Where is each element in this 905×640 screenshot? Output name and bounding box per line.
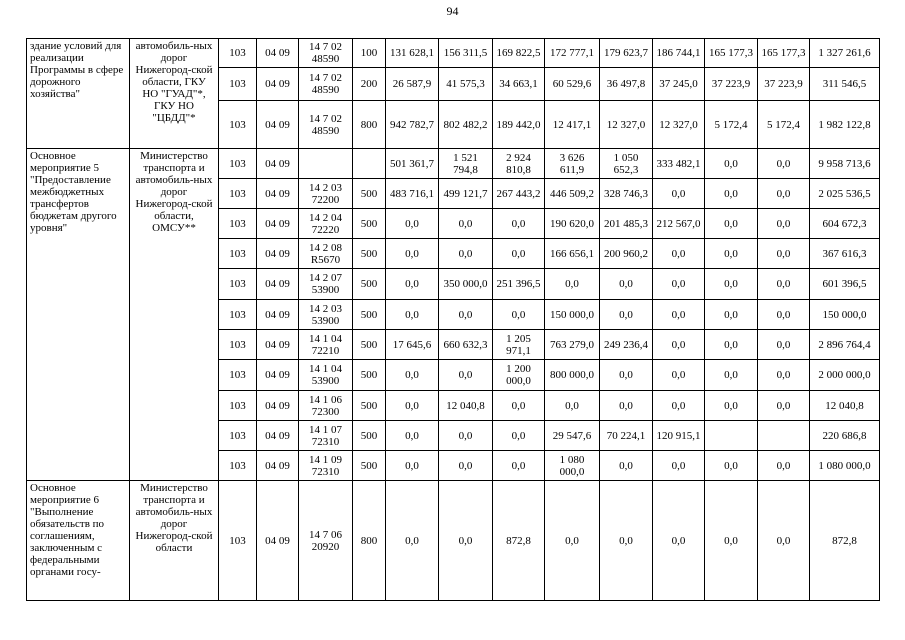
total-value: 1 327 261,6	[810, 39, 880, 68]
section-code: 04 09	[257, 209, 299, 239]
year-value: 0,0	[493, 239, 545, 269]
page-number: 94	[446, 4, 459, 18]
year-value: 36 497,8	[600, 68, 653, 101]
year-value: 0,0	[705, 330, 758, 360]
executor-cell: Министерство транспорта и автомобиль-ных дорог Нижегород-ской области	[130, 481, 219, 601]
year-value: 0,0	[545, 269, 600, 300]
year-value: 0,0	[439, 209, 493, 239]
target-article-code: 14 2 04 72220	[299, 209, 353, 239]
expense-type-code: 500	[353, 239, 386, 269]
year-value: 0,0	[705, 391, 758, 421]
year-value: 166 656,1	[545, 239, 600, 269]
section-code: 04 09	[257, 68, 299, 101]
year-value: 0,0	[705, 149, 758, 179]
target-article-code: 14 2 03 53900	[299, 300, 353, 330]
year-value: 800 000,0	[545, 360, 600, 391]
year-value: 26 587,9	[386, 68, 439, 101]
year-value: 0,0	[758, 239, 810, 269]
year-value: 0,0	[439, 481, 493, 601]
year-value: 0,0	[758, 360, 810, 391]
year-value: 446 509,2	[545, 179, 600, 209]
activity-description: здание условий для реализации Программы в сфере дорожного хозяйства"	[27, 39, 130, 149]
year-value: 200 960,2	[600, 239, 653, 269]
section-code: 04 09	[257, 391, 299, 421]
expense-type-code: 500	[353, 451, 386, 481]
total-value: 367 616,3	[810, 239, 880, 269]
expense-type-code: 500	[353, 300, 386, 330]
year-value: 0,0	[439, 451, 493, 481]
year-value: 0,0	[493, 391, 545, 421]
year-value: 942 782,7	[386, 101, 439, 149]
year-value: 1 200 000,0	[493, 360, 545, 391]
year-value: 156 311,5	[439, 39, 493, 68]
expense-type-code	[353, 149, 386, 179]
year-value: 251 396,5	[493, 269, 545, 300]
year-value: 0,0	[653, 179, 705, 209]
year-value: 0,0	[705, 269, 758, 300]
grbs-code: 103	[219, 179, 257, 209]
year-value: 201 485,3	[600, 209, 653, 239]
grbs-code: 103	[219, 239, 257, 269]
executor-cell: Министерство транспорта и автомобиль-ных дорог Нижегород-ской области, ОМСУ**	[130, 149, 219, 481]
section-code: 04 09	[257, 239, 299, 269]
year-value: 0,0	[386, 269, 439, 300]
activity-description: Основное мероприятие 5 "Предоставление межбюджетных трансфертов бюджетам другого уровня"	[27, 149, 130, 481]
year-value: 872,8	[493, 481, 545, 601]
year-value: 0,0	[386, 451, 439, 481]
year-value: 37 223,9	[705, 68, 758, 101]
grbs-code: 103	[219, 360, 257, 391]
year-value: 5 172,4	[705, 101, 758, 149]
year-value: 189 442,0	[493, 101, 545, 149]
expense-type-code: 100	[353, 39, 386, 68]
year-value: 60 529,6	[545, 68, 600, 101]
section-code: 04 09	[257, 300, 299, 330]
target-article-code: 14 1 07 72310	[299, 421, 353, 451]
year-value: 172 777,1	[545, 39, 600, 68]
year-value: 0,0	[758, 269, 810, 300]
year-value: 5 172,4	[758, 101, 810, 149]
year-value: 0,0	[758, 451, 810, 481]
year-value: 763 279,0	[545, 330, 600, 360]
year-value: 3 626 611,9	[545, 149, 600, 179]
total-value: 601 396,5	[810, 269, 880, 300]
year-value: 0,0	[758, 330, 810, 360]
year-value: 0,0	[758, 179, 810, 209]
year-value: 12 327,0	[653, 101, 705, 149]
year-value: 0,0	[386, 209, 439, 239]
year-value: 0,0	[758, 300, 810, 330]
year-value: 0,0	[600, 360, 653, 391]
year-value: 12 327,0	[600, 101, 653, 149]
target-article-code: 14 7 02 48590	[299, 101, 353, 149]
section-code: 04 09	[257, 179, 299, 209]
year-value: 169 822,5	[493, 39, 545, 68]
year-value: 0,0	[653, 239, 705, 269]
year-value: 0,0	[600, 391, 653, 421]
grbs-code: 103	[219, 149, 257, 179]
year-value: 267 443,2	[493, 179, 545, 209]
expense-type-code: 500	[353, 330, 386, 360]
year-value: 0,0	[439, 239, 493, 269]
year-value: 0,0	[705, 179, 758, 209]
year-value: 660 632,3	[439, 330, 493, 360]
year-value: 0,0	[653, 330, 705, 360]
year-value: 333 482,1	[653, 149, 705, 179]
year-value: 350 000,0	[439, 269, 493, 300]
year-value: 37 223,9	[758, 68, 810, 101]
year-value: 249 236,4	[600, 330, 653, 360]
grbs-code: 103	[219, 391, 257, 421]
section-code: 04 09	[257, 330, 299, 360]
year-value: 483 716,1	[386, 179, 439, 209]
year-value: 37 245,0	[653, 68, 705, 101]
target-article-code	[299, 149, 353, 179]
total-value: 311 546,5	[810, 68, 880, 101]
year-value: 0,0	[386, 300, 439, 330]
year-value: 0,0	[758, 149, 810, 179]
expense-type-code: 500	[353, 209, 386, 239]
year-value: 179 623,7	[600, 39, 653, 68]
grbs-code: 103	[219, 68, 257, 101]
year-value: 0,0	[439, 300, 493, 330]
grbs-code: 103	[219, 481, 257, 601]
year-value: 0,0	[758, 481, 810, 601]
year-value: 0,0	[653, 300, 705, 330]
target-article-code: 14 1 04 53900	[299, 360, 353, 391]
total-value: 2 025 536,5	[810, 179, 880, 209]
target-article-code: 14 7 02 48590	[299, 68, 353, 101]
year-value: 150 000,0	[545, 300, 600, 330]
year-value: 0,0	[653, 451, 705, 481]
year-value: 0,0	[705, 360, 758, 391]
year-value: 0,0	[386, 360, 439, 391]
target-article-code: 14 1 09 72310	[299, 451, 353, 481]
grbs-code: 103	[219, 209, 257, 239]
total-value: 9 958 713,6	[810, 149, 880, 179]
year-value: 0,0	[705, 300, 758, 330]
year-value: 0,0	[439, 360, 493, 391]
year-value: 0,0	[758, 209, 810, 239]
year-value: 499 121,7	[439, 179, 493, 209]
target-article-code: 14 2 08 R5670	[299, 239, 353, 269]
year-value: 0,0	[653, 360, 705, 391]
year-value: 0,0	[545, 481, 600, 601]
total-value: 872,8	[810, 481, 880, 601]
year-value: 0,0	[386, 481, 439, 601]
section-code: 04 09	[257, 481, 299, 601]
year-value: 0,0	[386, 421, 439, 451]
year-value: 186 744,1	[653, 39, 705, 68]
year-value: 0,0	[705, 481, 758, 601]
section-code: 04 09	[257, 101, 299, 149]
table-row	[27, 481, 880, 601]
section-code: 04 09	[257, 360, 299, 391]
year-value: 0,0	[545, 391, 600, 421]
grbs-code: 103	[219, 330, 257, 360]
year-value: 501 361,7	[386, 149, 439, 179]
expense-type-code: 500	[353, 179, 386, 209]
year-value: 802 482,2	[439, 101, 493, 149]
total-value: 1 080 000,0	[810, 451, 880, 481]
total-value: 1 982 122,8	[810, 101, 880, 149]
section-code: 04 09	[257, 269, 299, 300]
year-value: 0,0	[653, 481, 705, 601]
year-value: 17 645,6	[386, 330, 439, 360]
target-article-code: 14 7 02 48590	[299, 39, 353, 68]
section-code: 04 09	[257, 149, 299, 179]
grbs-code: 103	[219, 421, 257, 451]
expense-type-code: 500	[353, 421, 386, 451]
total-value: 12 040,8	[810, 391, 880, 421]
target-article-code: 14 2 03 72200	[299, 179, 353, 209]
expense-type-code: 200	[353, 68, 386, 101]
year-value: 0,0	[386, 239, 439, 269]
year-value: 0,0	[705, 239, 758, 269]
year-value: 328 746,3	[600, 179, 653, 209]
year-value: 0,0	[600, 300, 653, 330]
grbs-code: 103	[219, 39, 257, 68]
activity-description: Основное мероприятие 6 "Выполнение обязательств по соглашениям, заключенным с федеральными органами госу-	[27, 481, 130, 601]
section-code: 04 09	[257, 39, 299, 68]
section-code: 04 09	[257, 451, 299, 481]
year-value: 165 177,3	[705, 39, 758, 68]
grbs-code: 103	[219, 300, 257, 330]
year-value	[758, 421, 810, 451]
year-value: 0,0	[439, 421, 493, 451]
expense-type-code: 500	[353, 391, 386, 421]
year-value: 0,0	[493, 209, 545, 239]
year-value: 29 547,6	[545, 421, 600, 451]
year-value: 0,0	[758, 391, 810, 421]
grbs-code: 103	[219, 101, 257, 149]
year-value: 0,0	[705, 209, 758, 239]
year-value: 70 224,1	[600, 421, 653, 451]
table-row	[27, 39, 880, 68]
year-value: 212 567,0	[653, 209, 705, 239]
year-value: 1 205 971,1	[493, 330, 545, 360]
total-value: 2 000 000,0	[810, 360, 880, 391]
year-value: 131 628,1	[386, 39, 439, 68]
grbs-code: 103	[219, 269, 257, 300]
year-value: 1 050 652,3	[600, 149, 653, 179]
year-value: 0,0	[705, 451, 758, 481]
expense-type-code: 800	[353, 481, 386, 601]
year-value: 0,0	[386, 391, 439, 421]
section-code: 04 09	[257, 421, 299, 451]
year-value: 0,0	[600, 269, 653, 300]
expense-type-code: 500	[353, 269, 386, 300]
year-value: 41 575,3	[439, 68, 493, 101]
year-value: 120 915,1	[653, 421, 705, 451]
year-value: 0,0	[653, 391, 705, 421]
total-value: 220 686,8	[810, 421, 880, 451]
target-article-code: 14 1 04 72210	[299, 330, 353, 360]
total-value: 2 896 764,4	[810, 330, 880, 360]
grbs-code: 103	[219, 451, 257, 481]
year-value: 12 040,8	[439, 391, 493, 421]
year-value: 0,0	[600, 481, 653, 601]
target-article-code: 14 7 06 20920	[299, 481, 353, 601]
year-value: 0,0	[653, 269, 705, 300]
year-value: 0,0	[493, 300, 545, 330]
year-value: 34 663,1	[493, 68, 545, 101]
year-value: 0,0	[493, 421, 545, 451]
year-value: 2 924 810,8	[493, 149, 545, 179]
year-value: 165 177,3	[758, 39, 810, 68]
total-value: 150 000,0	[810, 300, 880, 330]
year-value	[705, 421, 758, 451]
expense-type-code: 800	[353, 101, 386, 149]
target-article-code: 14 1 06 72300	[299, 391, 353, 421]
budget-table	[26, 38, 880, 601]
expense-type-code: 500	[353, 360, 386, 391]
year-value: 0,0	[600, 451, 653, 481]
target-article-code: 14 2 07 53900	[299, 269, 353, 300]
table-row	[27, 149, 880, 179]
year-value: 1 080 000,0	[545, 451, 600, 481]
year-value: 12 417,1	[545, 101, 600, 149]
total-value: 604 672,3	[810, 209, 880, 239]
year-value: 1 521 794,8	[439, 149, 493, 179]
year-value: 0,0	[493, 451, 545, 481]
year-value: 190 620,0	[545, 209, 600, 239]
executor-cell: автомобиль-ных дорог Нижегород-ской области, ГКУ НО "ГУАД"*, ГКУ НО "ЦБДД"*	[130, 39, 219, 149]
